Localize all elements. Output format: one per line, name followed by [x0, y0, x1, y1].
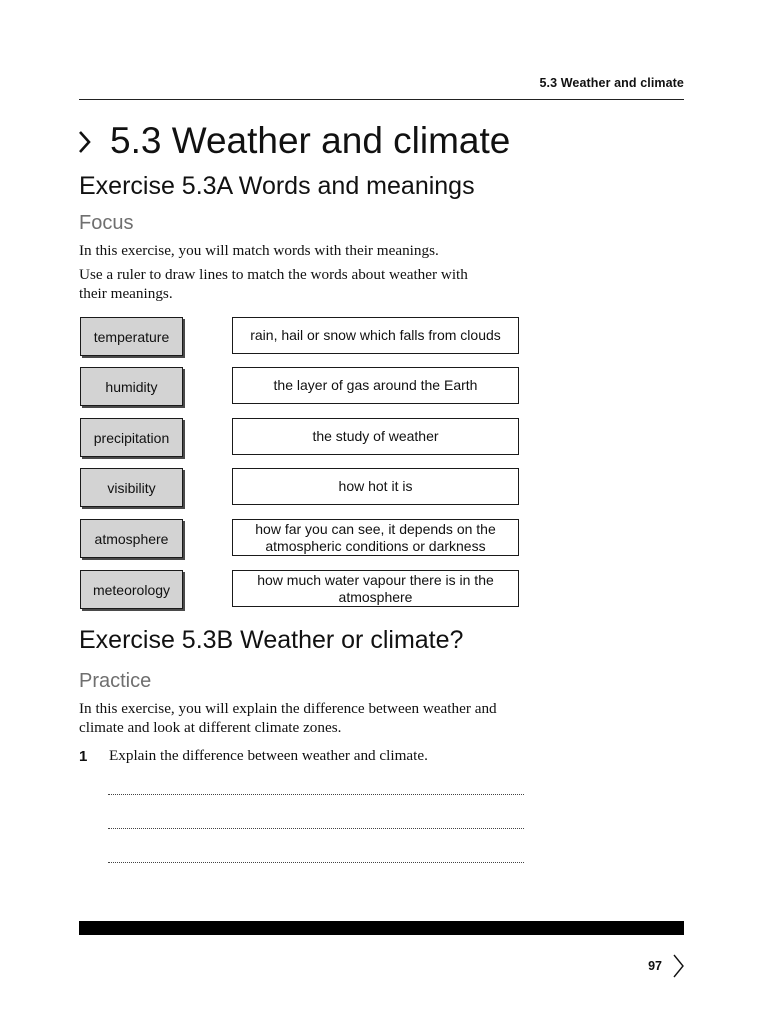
running-header: 5.3 Weather and climate	[539, 76, 684, 90]
meaning-box-3[interactable]: the study of weather	[232, 418, 519, 455]
header-rule	[79, 99, 684, 100]
chevron-right-icon	[78, 118, 110, 164]
exercise-a-title: Exercise 5.3A Words and meanings	[79, 172, 475, 200]
meaning-box-4[interactable]: how hot it is	[232, 468, 519, 505]
word-box-precipitation[interactable]: precipitation	[80, 418, 183, 457]
word-box-humidity[interactable]: humidity	[80, 367, 183, 406]
meaning-box-6[interactable]: how much water vapour there is in the atmosphere	[232, 570, 519, 607]
exercise-b-subhead: Practice	[79, 670, 152, 692]
answer-line-2[interactable]	[108, 828, 524, 829]
word-box-atmosphere[interactable]: atmosphere	[80, 519, 183, 558]
answer-line-3[interactable]	[108, 862, 524, 863]
word-box-temperature[interactable]: temperature	[80, 317, 183, 356]
page-number: 97	[648, 959, 662, 973]
meaning-box-1[interactable]: rain, hail or snow which falls from clouds	[232, 317, 519, 354]
exercise-a-instruction: Use a ruler to draw lines to match the words about weather with their meanings.	[79, 266, 468, 302]
exercise-b-intro: In this exercise, you will explain the difference between weather and climate and look at different climate zones.	[79, 700, 497, 736]
exercise-a-subhead: Focus	[79, 212, 134, 234]
exercise-a-intro: In this exercise, you will match words with their meanings.	[79, 242, 439, 259]
meaning-box-5[interactable]: how far you can see, it depends on the atmospheric conditions or darkness	[232, 519, 519, 556]
word-box-meteorology[interactable]: meteorology	[80, 570, 183, 609]
word-box-visibility[interactable]: visibility	[80, 468, 183, 507]
section-title	[78, 118, 510, 164]
exercise-b-title: Exercise 5.3B Weather or climate?	[79, 626, 464, 654]
section-title-text: 5.3 Weather and climate	[110, 120, 511, 161]
answer-line-1[interactable]	[108, 794, 524, 795]
question-number: 1	[79, 748, 88, 765]
meaning-box-2[interactable]: the layer of gas around the Earth	[232, 367, 519, 404]
footer-bar	[79, 921, 684, 935]
question-text: Explain the difference between weather and climate.	[109, 747, 428, 764]
chevron-right-icon	[672, 953, 686, 984]
